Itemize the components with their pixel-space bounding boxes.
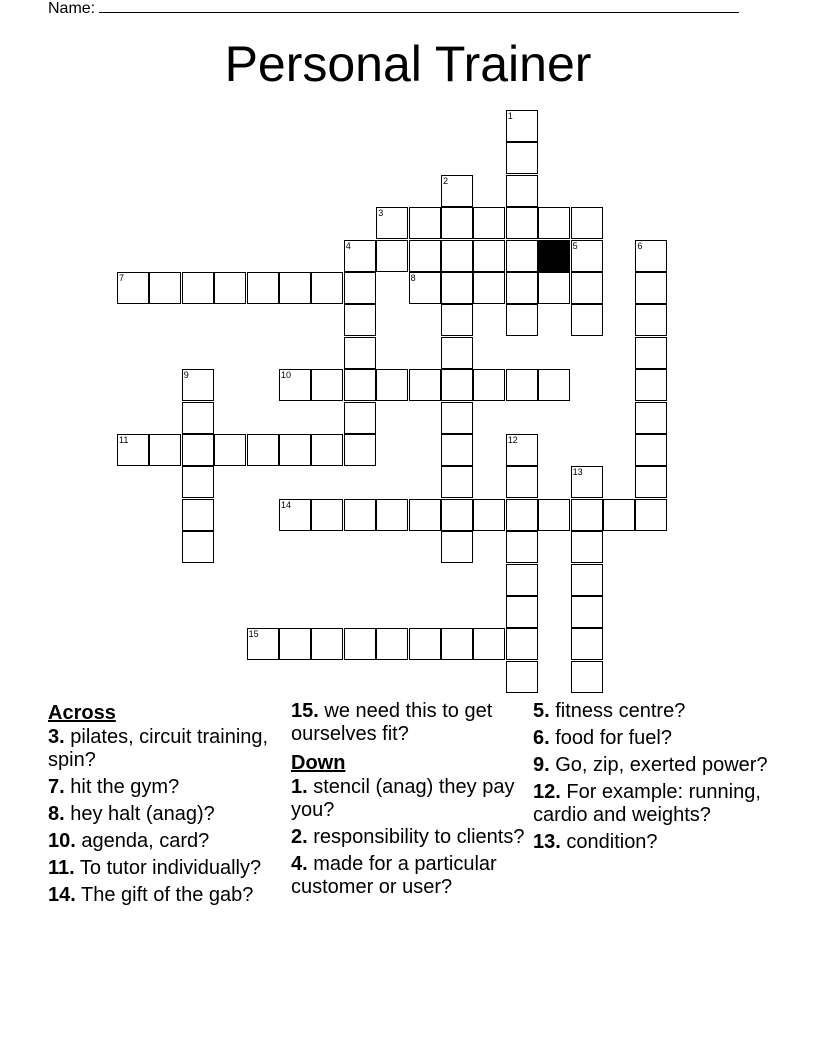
clue-number: 12 <box>507 435 518 445</box>
grid-cell[interactable] <box>409 207 441 239</box>
grid-cell[interactable] <box>409 240 441 272</box>
grid-cell[interactable] <box>409 272 441 304</box>
clue-down-13: 13. condition? <box>533 831 658 853</box>
grid-cell[interactable] <box>441 272 473 304</box>
grid-cell[interactable] <box>376 240 408 272</box>
name-label: Name: <box>48 0 96 17</box>
grid-cell[interactable] <box>149 434 181 466</box>
clue-number: 10 <box>281 370 292 381</box>
grid-cell[interactable] <box>182 434 214 466</box>
grid-cell[interactable] <box>441 531 473 563</box>
grid-cell[interactable] <box>279 272 311 304</box>
grid-cell[interactable] <box>311 499 343 531</box>
grid-cell[interactable] <box>441 207 473 239</box>
clues-column-2 <box>291 700 527 903</box>
grid-cell[interactable] <box>117 434 149 466</box>
clue-across-10: 10. agenda, card? <box>48 830 210 852</box>
grid-cell[interactable] <box>247 272 279 304</box>
grid-cell[interactable] <box>571 304 603 336</box>
grid-cell[interactable] <box>506 564 538 596</box>
clue-down-2: 2. responsibility to clients? <box>291 826 525 848</box>
grid-block <box>538 240 570 272</box>
grid-cell[interactable] <box>506 272 538 304</box>
grid-cell[interactable] <box>635 434 667 466</box>
grid-cell[interactable] <box>506 466 538 498</box>
name-field <box>48 0 739 18</box>
grid-cell[interactable] <box>571 272 603 304</box>
clue-number: 7 <box>119 273 125 283</box>
grid-cell[interactable] <box>506 207 538 239</box>
grid-cell[interactable] <box>182 369 214 401</box>
grid-cell[interactable] <box>441 304 473 336</box>
grid-cell[interactable] <box>441 466 473 498</box>
clue-across-8: 8. hey halt (anag)? <box>48 803 215 825</box>
grid-cell[interactable] <box>441 337 473 369</box>
grid-cell[interactable] <box>376 628 408 660</box>
clue-number: 3 <box>378 208 384 219</box>
clue-down-6: 6. food for fuel? <box>533 727 672 749</box>
grid-cell[interactable] <box>441 628 473 660</box>
clues-column-3 <box>533 700 769 858</box>
grid-cell[interactable] <box>473 628 505 660</box>
clue-down-5: 5. fitness centre? <box>533 700 686 722</box>
grid-cell[interactable] <box>214 434 246 466</box>
grid-cell[interactable] <box>473 499 505 531</box>
clue-down-9: 9. Go, zip, exerted power? <box>533 754 768 776</box>
grid-cell[interactable] <box>506 596 538 628</box>
grid-cell[interactable] <box>571 661 603 693</box>
grid-cell[interactable] <box>182 272 214 304</box>
grid-cell[interactable] <box>473 272 505 304</box>
clue-number: 8 <box>410 273 416 283</box>
grid-cell[interactable] <box>571 564 603 596</box>
grid-cell[interactable] <box>311 272 343 304</box>
grid-cell[interactable] <box>571 596 603 628</box>
grid-cell[interactable] <box>473 207 505 239</box>
grid-cell[interactable] <box>506 240 538 272</box>
grid-cell[interactable] <box>538 369 570 401</box>
grid-cell[interactable] <box>344 434 376 466</box>
across-heading: Across <box>48 702 116 724</box>
grid-cell[interactable] <box>571 499 603 531</box>
grid-cell[interactable] <box>247 628 279 660</box>
grid-cell[interactable] <box>441 240 473 272</box>
grid-cell[interactable] <box>376 499 408 531</box>
grid-cell[interactable] <box>473 240 505 272</box>
grid-cell[interactable] <box>506 499 538 531</box>
grid-cell[interactable] <box>571 466 603 498</box>
grid-cell[interactable] <box>214 272 246 304</box>
clue-number: 5 <box>572 240 578 251</box>
grid-cell[interactable] <box>344 499 376 531</box>
grid-cell[interactable] <box>506 531 538 563</box>
grid-cell[interactable] <box>506 661 538 693</box>
grid-cell[interactable] <box>344 402 376 434</box>
grid-cell[interactable] <box>506 628 538 660</box>
grid-cell[interactable] <box>279 369 311 401</box>
grid-cell[interactable] <box>344 272 376 304</box>
grid-cell[interactable] <box>635 499 667 531</box>
grid-cell[interactable] <box>376 369 408 401</box>
grid-cell[interactable] <box>149 272 181 304</box>
clue-number: 14 <box>281 499 292 510</box>
grid-cell[interactable] <box>311 434 343 466</box>
grid-cell[interactable] <box>279 628 311 660</box>
clue-number: 11 <box>119 435 129 445</box>
grid-cell[interactable] <box>441 175 473 207</box>
clue-number: 9 <box>183 370 189 381</box>
clue-down-4: 4. made for a particular customer or user? <box>291 853 497 898</box>
grid-cell[interactable] <box>441 499 473 531</box>
grid-cell[interactable] <box>117 272 149 304</box>
grid-cell[interactable] <box>635 272 667 304</box>
grid-cell[interactable] <box>344 337 376 369</box>
clue-number: 15 <box>248 629 259 640</box>
grid-cell[interactable] <box>344 304 376 336</box>
grid-cell[interactable] <box>344 240 376 272</box>
grid-cell[interactable] <box>506 175 538 207</box>
grid-cell[interactable] <box>182 466 214 498</box>
grid-cell[interactable] <box>441 369 473 401</box>
grid-cell[interactable] <box>311 628 343 660</box>
grid-cell[interactable] <box>279 434 311 466</box>
grid-cell[interactable] <box>635 369 667 401</box>
grid-cell[interactable] <box>506 369 538 401</box>
clue-across-15: 15. we need this to get ourselves fit? <box>291 700 493 745</box>
grid-cell[interactable] <box>409 499 441 531</box>
clue-number: 13 <box>572 467 583 478</box>
grid-cell[interactable] <box>506 304 538 336</box>
grid-cell[interactable] <box>182 402 214 434</box>
clue-down-1: 1. stencil (anag) they pay you? <box>291 776 515 821</box>
clue-down-12: 12. For example: running, cardio and weights? <box>533 781 761 826</box>
grid-cell[interactable] <box>635 304 667 336</box>
grid-cell[interactable] <box>182 531 214 563</box>
grid-cell[interactable] <box>571 531 603 563</box>
grid-cell[interactable] <box>571 628 603 660</box>
grid-cell[interactable] <box>506 434 538 466</box>
grid-cell[interactable] <box>506 142 538 174</box>
clue-number: 6 <box>637 240 643 251</box>
grid-cell[interactable] <box>344 628 376 660</box>
grid-cell[interactable] <box>441 402 473 434</box>
grid-cell[interactable] <box>182 499 214 531</box>
grid-cell[interactable] <box>376 207 408 239</box>
grid-cell[interactable] <box>571 240 603 272</box>
grid-cell[interactable] <box>538 207 570 239</box>
grid-cell[interactable] <box>473 369 505 401</box>
grid-cell[interactable] <box>247 434 279 466</box>
clues-column-1 <box>48 700 284 911</box>
clue-number: 1 <box>507 111 513 121</box>
clue-number: 2 <box>443 175 449 186</box>
clue-across-3: 3. pilates, circuit training, spin? <box>48 726 269 771</box>
grid-cell[interactable] <box>279 499 311 531</box>
grid-cell[interactable] <box>603 499 635 531</box>
down-heading: Down <box>291 752 346 774</box>
grid-cell[interactable] <box>409 369 441 401</box>
grid-cell[interactable] <box>441 434 473 466</box>
clue-across-7: 7. hit the gym? <box>48 776 180 798</box>
grid-cell[interactable] <box>344 369 376 401</box>
page-title: Personal Trainer <box>224 36 592 92</box>
grid-cell[interactable] <box>506 110 538 142</box>
grid-cell[interactable] <box>635 402 667 434</box>
grid-cell[interactable] <box>409 628 441 660</box>
clue-across-11: 11. To tutor individually? <box>48 857 262 879</box>
grid-cell[interactable] <box>538 272 570 304</box>
grid-cell[interactable] <box>538 499 570 531</box>
clue-across-14: 14. The gift of the gab? <box>48 884 254 906</box>
grid-cell[interactable] <box>635 466 667 498</box>
grid-cell[interactable] <box>635 240 667 272</box>
name-line <box>99 0 739 13</box>
grid-cell[interactable] <box>635 337 667 369</box>
grid-cell[interactable] <box>311 369 343 401</box>
grid-cell[interactable] <box>571 207 603 239</box>
clue-number: 4 <box>345 240 351 251</box>
